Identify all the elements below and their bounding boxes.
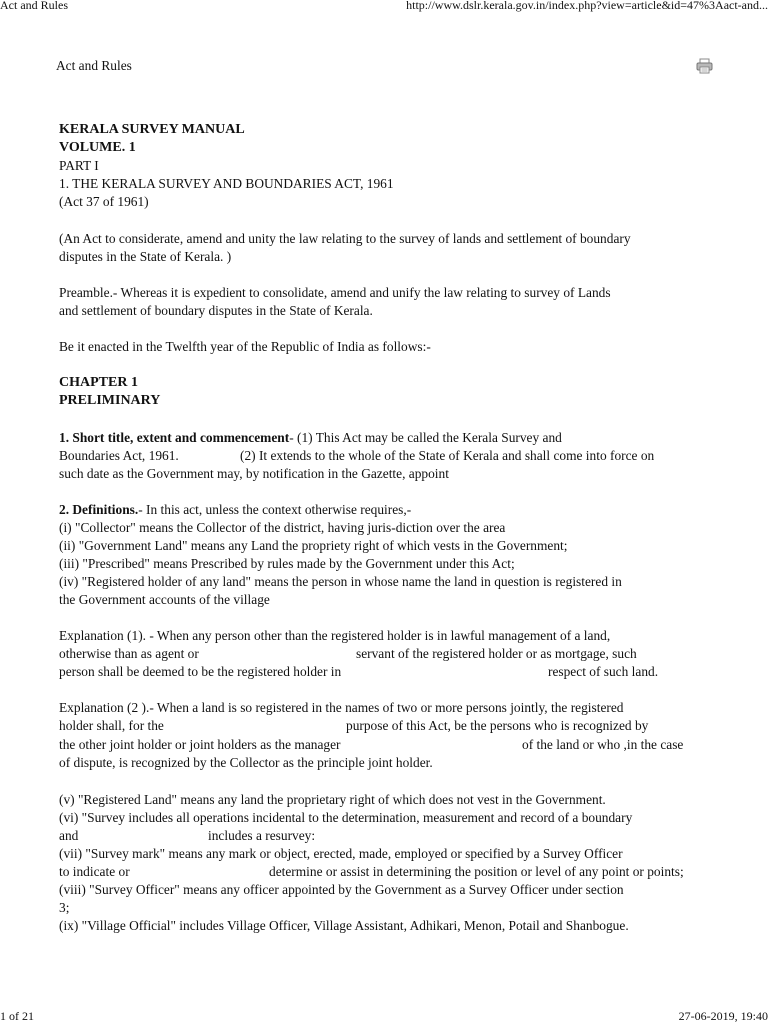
section-2-line: 2. Definitions.- In this act, unless the context otherwise requires,- <box>59 502 412 517</box>
definition-line: the Government accounts of the village <box>59 592 270 607</box>
explanation-2-line: the other joint holder or joint holders as the manager <box>59 737 341 752</box>
explanation-1-line: person shall be deemed to be the registered holder in <box>59 664 342 679</box>
doc-heading: KERALA SURVEY MANUAL <box>59 122 245 137</box>
section-2-heading: 2. Definitions. <box>59 502 139 517</box>
definition-line: (i) "Collector" means the Collector of the district, having juris-diction over the area <box>59 520 506 535</box>
chapter-heading: CHAPTER 1 <box>59 375 138 390</box>
definition-line: (vi) "Survey includes all operations incidental to the determination, measurement and record of a boundary <box>59 810 633 825</box>
printer-icon[interactable] <box>696 58 713 74</box>
browser-tab-title: Act and Rules <box>0 0 68 12</box>
explanation-2-line: of dispute, is recognized by the Collector as the principle joint holder. <box>59 755 433 770</box>
section-1-line: (2) It extends to the whole of the State of Kerala and shall come into force on <box>240 448 655 463</box>
explanation-1-line: respect of such land. <box>548 664 659 679</box>
explanation-2-line: purpose of this Act, be the persons who is recognized by <box>346 718 649 733</box>
preamble-line: and settlement of boundary disputes in the State of Kerala. <box>59 303 373 318</box>
definition-line: includes a resurvey: <box>208 828 316 843</box>
definition-line: (ii) "Government Land" means any Land the propriety right of which vests in the Government; <box>59 538 568 553</box>
explanation-2-line: of the land or who ,in the case <box>522 737 684 752</box>
section-1-line: 1. Short title, extent and commencement- (1) This Act may be called the Kerala Survey and <box>59 430 562 445</box>
explanation-1-line: servant of the registered holder or as mortgage, such <box>356 646 637 661</box>
intro-line: (An Act to considerate, amend and unity the law relating to the survey of lands and settlement of boundary <box>59 231 631 246</box>
page-title: Act and Rules <box>56 58 132 73</box>
definition-line: (vii) "Survey mark" means any mark or object, erected, made, employed or specified by a Survey Officer <box>59 846 623 861</box>
browser-url: http://www.dslr.kerala.gov.in/index.php?view=article&id=47%3Aact-and... <box>406 0 768 12</box>
definition-line: 3; <box>59 900 70 915</box>
explanation-1-line: Explanation (1). - When any person other than the registered holder is in lawful management of a land, <box>59 628 611 643</box>
definition-line: (viii) "Survey Officer" means any officer appointed by the Government as a Survey Officer under section <box>59 882 624 897</box>
explanation-1-line: otherwise than as agent or <box>59 646 199 661</box>
definition-line: determine or assist in determining the position or level of any point or points; <box>269 864 684 879</box>
doc-volume: VOLUME. 1 <box>59 140 136 155</box>
explanation-2-line: holder shall, for the <box>59 718 164 733</box>
definition-line: (iv) "Registered holder of any land" means the person in whose name the land in question is registered in <box>59 574 622 589</box>
section-1-line: such date as the Government may, by notification in the Gazette, appoint <box>59 466 449 481</box>
definition-line: (v) "Registered Land" means any land the proprietary right of which does not vest in the Government. <box>59 792 606 807</box>
preamble-line: Preamble.- Whereas it is expedient to consolidate, amend and unify the law relating to survey of Lands <box>59 285 611 300</box>
definition-line: (iii) "Prescribed" means Prescribed by rules made by the Government under this Act; <box>59 556 515 571</box>
act-number: (Act 37 of 1961) <box>59 194 149 209</box>
enactment-line: Be it enacted in the Twelfth year of the Republic of India as follows:- <box>59 339 431 354</box>
print-timestamp: 27-06-2019, 19:40 <box>678 1009 768 1023</box>
doc-part: PART I <box>59 158 99 173</box>
intro-line: disputes in the State of Kerala. ) <box>59 249 232 264</box>
definition-line: (ix) "Village Official" includes Village Officer, Village Assistant, Adhikari, Menon, Potail and Shanbogue. <box>59 918 629 933</box>
section-1-heading: 1. Short title, extent and commencement <box>59 430 290 445</box>
definition-line: to indicate or <box>59 864 130 879</box>
page-count: 1 of 21 <box>0 1009 34 1023</box>
section-1-line: Boundaries Act, 1961. <box>59 448 179 463</box>
chapter-title: PRELIMINARY <box>59 393 161 408</box>
act-title: 1. THE KERALA SURVEY AND BOUNDARIES ACT, 1961 <box>59 176 394 191</box>
definition-line: and <box>59 828 79 843</box>
explanation-2-line: Explanation (2 ).- When a land is so registered in the names of two or more persons jointly, the registered <box>59 700 624 715</box>
